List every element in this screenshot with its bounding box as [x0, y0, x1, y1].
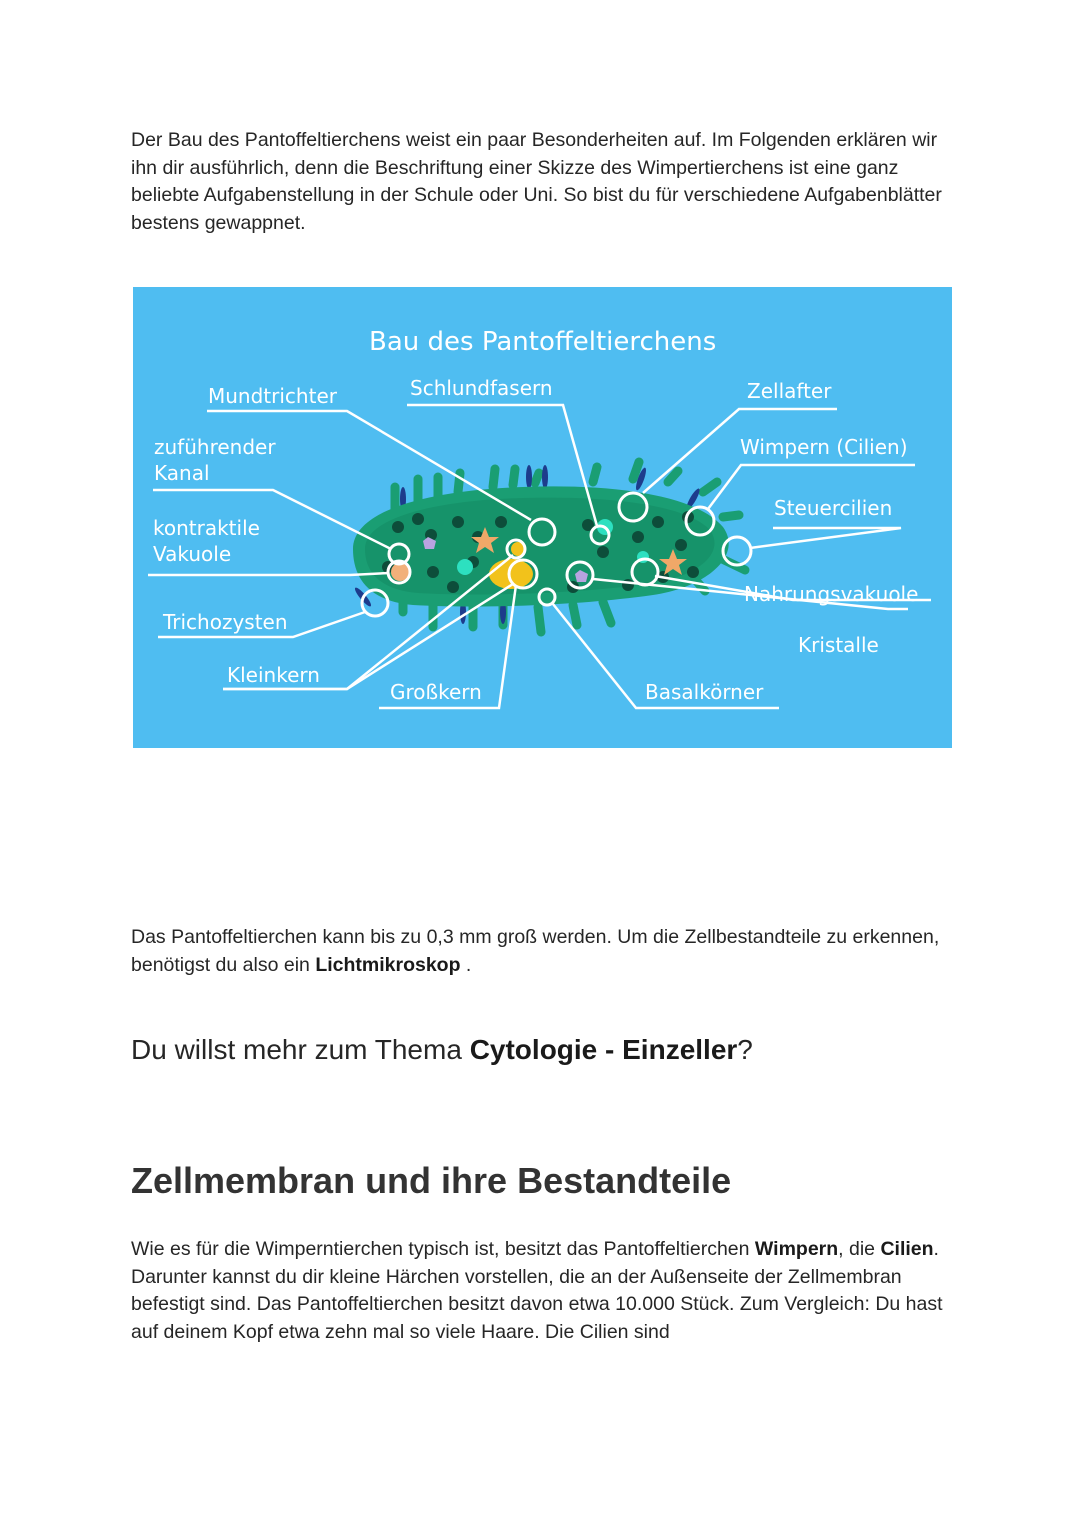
section-heading: Zellmembran und ihre Bestandteile	[131, 1160, 732, 1201]
label-zellafter: Zellafter	[747, 379, 832, 403]
label-trichozysten: Trichozysten	[163, 610, 288, 634]
more-topic-suffix: ?	[737, 1034, 753, 1065]
cilia-paragraph	[131, 1236, 961, 1346]
label-wimpern: Wimpern (Cilien)	[740, 435, 908, 459]
more-topic-heading	[131, 1034, 753, 1066]
label-schlundfasern: Schlundfasern	[410, 376, 553, 400]
label-nahrungsvakuole: Nahrungsvakuole	[744, 582, 919, 606]
label-kontraktile-vakuole-1: kontraktile	[153, 516, 260, 540]
label-zufuehrender-kanal-2: Kanal	[154, 461, 210, 485]
intro-paragraph: Der Bau des Pantoffeltierchens weist ein paar Besonderheiten auf. Im Folgenden erklären wir ihn dir ausführlich, denn die Beschriftung einer Skizze des Wimpertierchens ist eine ganz beliebte Aufgabenstellung in der Schule oder Uni. So bist du für verschiedene Aufgabenblätter bestens gewappnet.	[131, 129, 942, 234]
diagram-title: Bau des Pantoffeltierchens	[369, 327, 717, 357]
label-zufuehrender-kanal-1: zuführender	[154, 435, 276, 459]
label-kleinkern: Kleinkern	[227, 663, 320, 687]
more-topic-link[interactable]: Cytologie - Einzeller	[469, 1034, 738, 1065]
cilia-text-3: . Darunter kannst du dir kleine Härchen vorstellen, die an der Außenseite der Zellmembran befestigt sind. Das Pantoffeltierchen besitzt davon etwa 10.000 Stück. Zum Vergleich: Du hast auf deinem Kopf etwa zehn mal so viele Haare. Die Cilien sind	[131, 1238, 943, 1343]
size-paragraph	[131, 924, 961, 979]
more-topic-prefix: Du willst mehr zum Thema	[131, 1034, 470, 1065]
label-steuercilien: Steuercilien	[774, 496, 893, 520]
cilien-term: Cilien	[880, 1238, 934, 1260]
lichtmikroskop-term: Lichtmikroskop	[315, 953, 461, 976]
size-text-end: .	[460, 953, 472, 976]
label-kontraktile-vakuole-2: Vakuole	[153, 542, 232, 566]
label-basalkoerner: Basalkörner	[645, 680, 764, 704]
cilia-text-2: , die	[838, 1238, 881, 1260]
size-text: Das Pantoffeltierchen kann bis zu 0,3 mm groß werden. Um die Zellbestandteile zu erkennen, benötigst du also ein	[131, 926, 940, 976]
label-grosskern: Großkern	[390, 680, 482, 704]
label-mundtrichter: Mundtrichter	[208, 384, 337, 408]
wimpern-term: Wimpern	[754, 1238, 839, 1260]
cilia-text-1: Wie es für die Wimperntierchen typisch ist, besitzt das Pantoffeltierchen	[131, 1238, 755, 1260]
label-kristalle: Kristalle	[798, 633, 879, 657]
paramecium-diagram	[133, 287, 952, 748]
